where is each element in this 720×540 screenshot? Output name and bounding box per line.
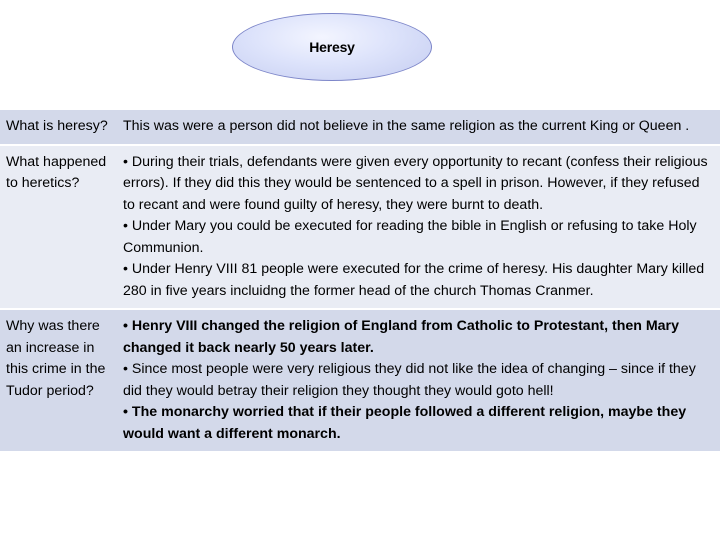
page-title: Heresy (309, 39, 355, 55)
answer-text: This was were a person did not believe in the same religion as the current King or Queen . (123, 118, 690, 134)
question-cell: What is heresy? (0, 110, 116, 145)
title-oval (232, 13, 432, 81)
answer-cell (116, 110, 720, 145)
answer-cell (116, 309, 720, 452)
answer-bullet: • The monarchy worried that if their people followed a different religion, maybe they would want a different monarch. (123, 404, 687, 442)
answer-bullet: • During their trials, defendants were given every opportunity to recant (confess their religious errors). If they did this they would be sentenced to a spell in prison. However, if they refused to recant and were found guilty of heresy, they were burnt to death. (123, 153, 708, 213)
answer-cell (116, 145, 720, 310)
table-row (0, 110, 720, 145)
question-cell: What happened to heretics? (0, 145, 116, 310)
table-row (0, 309, 720, 452)
answer-bullet: • Henry VIII changed the religion of England from Catholic to Protestant, then Mary changed it back nearly 50 years later. (123, 318, 679, 356)
answer-bullet: • Under Henry VIII 81 people were executed for the crime of heresy. His daughter Mary killed 280 in five years incluidng the former head of the church Thomas Cranmer. (123, 261, 705, 299)
answer-bullet: • Since most people were very religious they did not like the idea of changing – since if they did they would betray their religion they thought they would goto hell! (123, 361, 696, 399)
heresy-table (0, 110, 720, 453)
answer-bullet: • Under Mary you could be executed for reading the bible in English or refusing to take Holy Communion. (123, 218, 697, 256)
table-row (0, 145, 720, 310)
question-cell: Why was there an increase in this crime in the Tudor period? (0, 309, 116, 452)
